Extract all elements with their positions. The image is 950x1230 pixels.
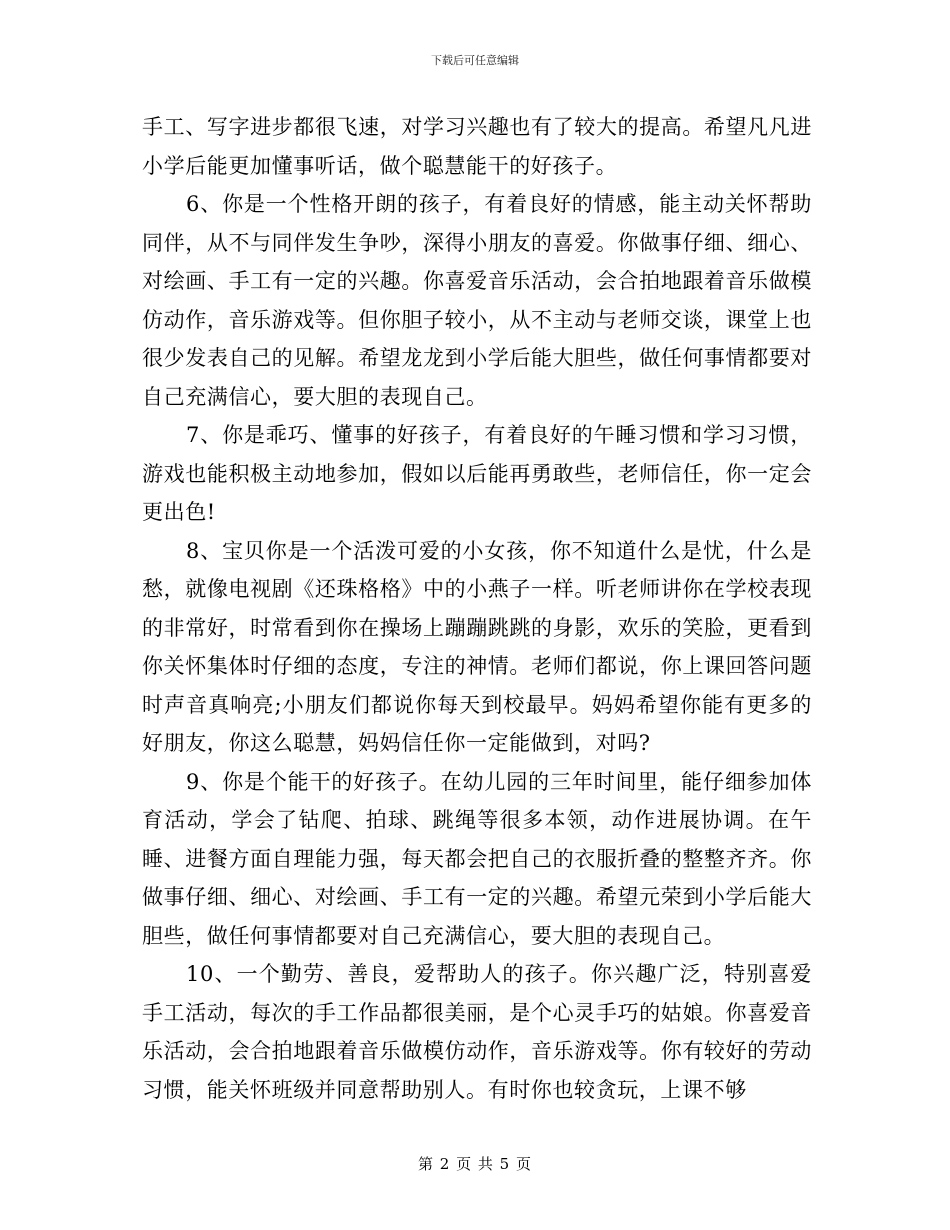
paragraph-continuation: 手工、写字进步都很飞速，对学习兴趣也有了较大的提高。希望凡凡进小学后能更加懂事听话，做个聪慧能干的好孩子。 — [142, 115, 812, 178]
paragraph-item-7: 7、你是乖巧、懂事的好孩子，有着良好的午睡习惯和学习习惯，游戏也能积极主动地参加，假如以后能再勇敢些，老师信任，你一定会更出色! — [142, 423, 812, 524]
paragraph-item-6: 6、你是一个性格开朗的孩子，有着良好的情感，能主动关怀帮助同伴，从不与同伴发生争吵，深得小朋友的喜爱。你做事仔细、细心、对绘画、手工有一定的兴趣。你喜爱音乐活动，会合拍地跟着音乐做模仿动作，音乐游戏等。但你胆子较小，从不主动与老师交谈，课堂上也很少发表自己的见解。希望龙龙到小学后能大胆些，做任何事情都要对自己充满信心，要大胆的表现自己。 — [142, 192, 812, 409]
paragraph-item-8: 8、宝贝你是一个活泼可爱的小女孩，你不知道什么是忧，什么是愁，就像电视剧《还珠格格》中的小燕子一样。听老师讲你在学校表现的非常好，时常看到你在操场上蹦蹦跳跳的身影，欢乐的笑脸，更看到你关怀集体时仔细的态度，专注的神情。老师们都说，你上课回答问题时声音真响亮;小朋友们都说你每天到校最早。妈妈希望你能有更多的好朋友，你这么聪慧，妈妈信任你一定能做到，对吗? — [142, 538, 812, 755]
paragraph-item-9: 9、你是个能干的好孩子。在幼儿园的三年时间里，能仔细参加体育活动，学会了钻爬、拍球、跳绳等很多本领，动作进展协调。在午睡、进餐方面自理能力强，每天都会把自己的衣服折叠的整整齐齐。你做事仔细、细心、对绘画、手工有一定的兴趣。希望元荣到小学后能大胆些，做任何事情都要对自己充满信心，要大胆的表现自己。 — [142, 769, 812, 948]
page-header: 下载后可任意编辑 — [431, 54, 519, 67]
paragraph-item-10: 10、一个勤劳、善良，爱帮助人的孩子。你兴趣广泛，特别喜爱手工活动，每次的手工作品都很美丽，是个心灵手巧的姑娘。你喜爱音乐活动，会合拍地跟着音乐做模仿动作，音乐游戏等。你有较好的劳动习惯，能关怀班级并同意帮助别人。有时你也较贪玩，上课不够 — [142, 962, 812, 1102]
page-number-footer: 第 2 页 共 5 页 — [418, 1155, 532, 1173]
document-body — [142, 108, 812, 1109]
